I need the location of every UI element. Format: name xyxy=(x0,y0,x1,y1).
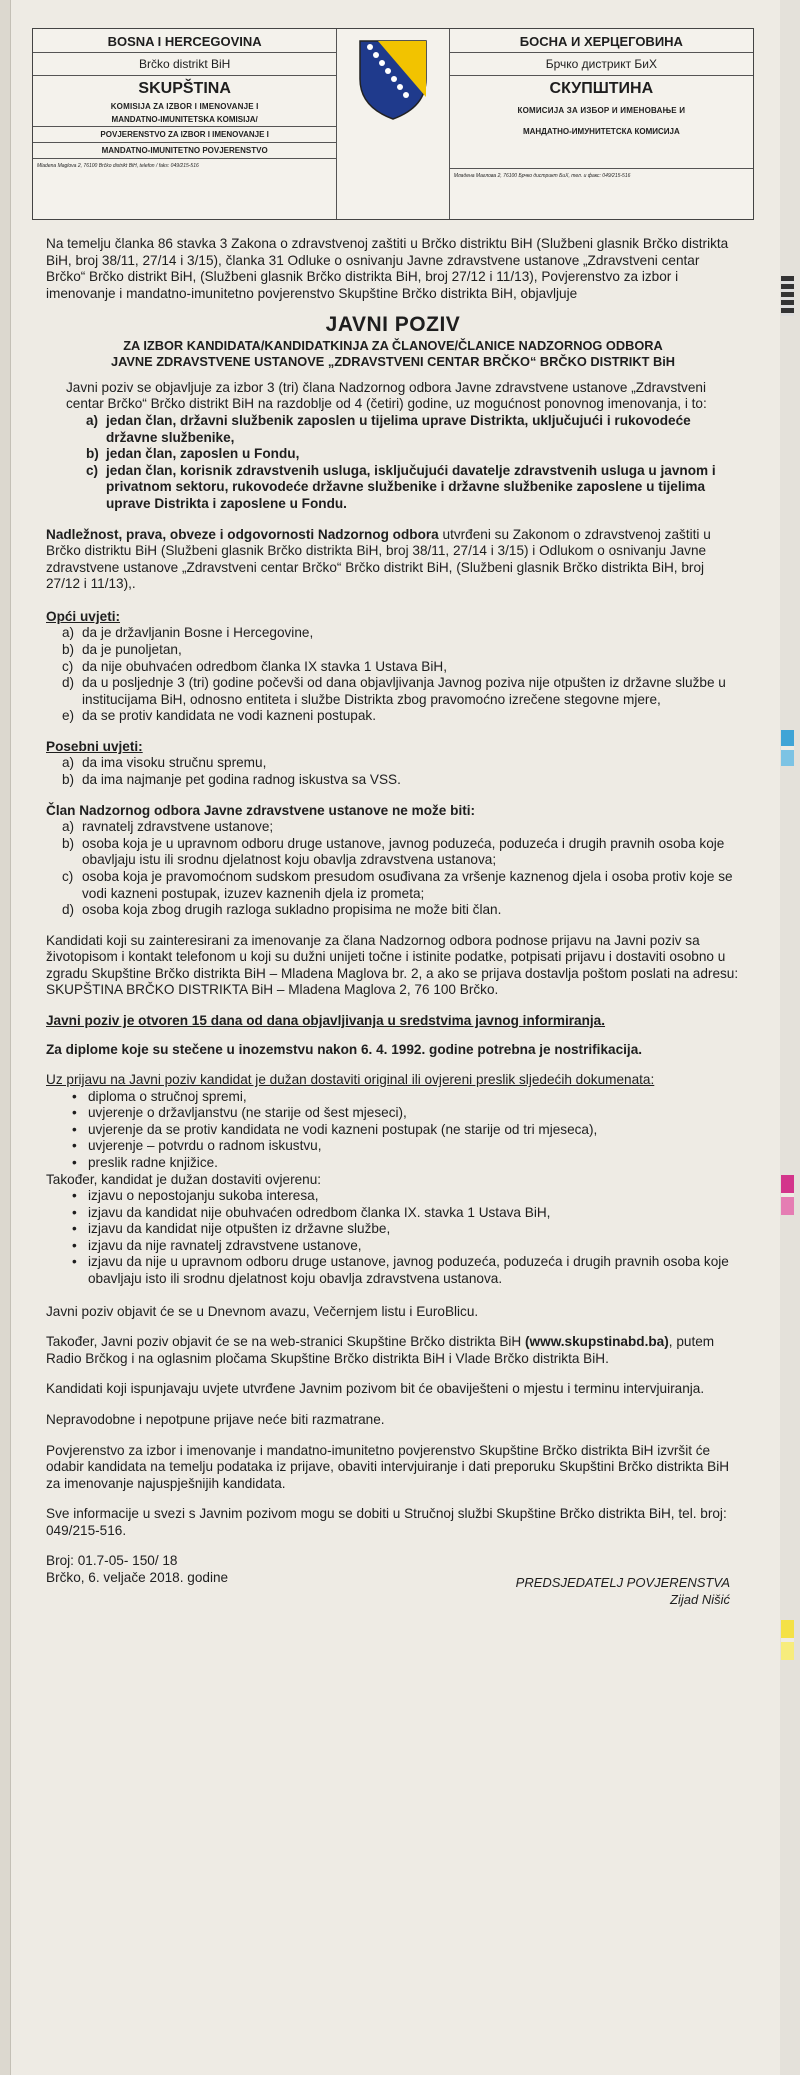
signatory-name: Zijad Nišić xyxy=(670,1592,730,1608)
general-conditions-list xyxy=(46,625,740,724)
list-item: a) da ima visoku stručnu spremu, xyxy=(62,755,267,771)
application-paragraph: Kandidati koji su zainteresirani za imenovanje za člana Nadzornog odbora podnose prijavu na Javni poziv sa životopisom i kontakt telefonom u koji su dužni unijeti točne i istinite podatke, potpisati prijavu i dostaviti osobno u zgradu Skupštine Brčko distrikta BiH – Mladena Maglova br. 2, a ako se prijava dostavlja poštom poslati na adresu: SKUPŠTINA BRČKO DISTRIKTA BiH – Mladena Maglova 2, 76 100 Brčko. xyxy=(46,932,739,998)
list-item: b) da je punoljetan, xyxy=(62,641,182,657)
registration-mark-black xyxy=(781,276,794,316)
commission-cyrillic-line-1: КОМИСИЈА ЗА ИЗБОР И ИМЕНОВАЊЕ И xyxy=(517,106,686,115)
cannot-be-list xyxy=(46,819,740,918)
commission-line-1: KOMISIJA ZA IZBOR I IMENOVANJE I xyxy=(110,102,259,111)
public-notice xyxy=(32,28,754,1609)
registration-mark-magenta xyxy=(781,1175,794,1215)
cannot-be-title: Član Nadzornog odbora Javne zdravstvene ustanove ne može biti: xyxy=(46,802,476,818)
coat-of-arms-icon xyxy=(356,37,430,123)
list-item: d) osoba koja zbog drugih razloga sukladno propisima ne može biti član. xyxy=(62,902,502,918)
address-latin: Mladena Maglova 2, 76100 Brčko distrikt BiH, telefon / faks: 049/215-516 xyxy=(37,163,199,169)
letterhead-cyrillic xyxy=(450,29,753,219)
assembly-cyrillic: СКУПШТИНА xyxy=(549,80,654,97)
call-paragraph: Javni poziv se objavljuje za izbor 3 (tri) člana Nadzornog odbora Javne zdravstvene ustanove „Zdravstveni centar Brčko“ Brčko distrikt BiH na razdoblje od 4 (četiri) godine, uz mogućnost ponovnog imenovanja, i to: xyxy=(66,379,707,412)
competence-paragraph: Nadležnost, prava, obveze i odgovornosti Nadzornog odbora utvrđeni su Zakonom o zdravstvenoj zaštiti u Brčko distriktu BiH (Službeni glasnik Brčko distrikta BiH, broj 38/11, 27/14 i 3/15) i Odlukom o osnivanju Javne zdravstvene ustanove „Zdravstveni centar Brčko“ Brčko distrikt BiH, (Službeni glasnik Brčko distrikta BiH, broj 27/12 i 11/13),. xyxy=(46,526,711,592)
open-period-paragraph: Javni poziv je otvoren 15 dana od dana objavljivanja u sredstvima javnog informiranja. xyxy=(46,1012,606,1028)
list-item: a) da je državljanin Bosne i Hercegovine, xyxy=(62,625,314,641)
list-item: • izjavu da nije u upravnom odboru druge ustanove, javnog poduzeća, poduzeća i drugih pravnih osoba koje obavljaju isto ili srodnu djelatnost koju obavlja zdravstvena ustanova. xyxy=(72,1254,740,1287)
list-item: • uvjerenje da se protiv kandidata ne vodi kazneni postupak (ne starije od tri mjeseca), xyxy=(72,1122,740,1139)
subtitle-line-2: JAVNE ZDRAVSTVENE USTANOVE „ZDRAVSTVENI CENTAR BRČKO“ BRČKO DISTRIKT BiH xyxy=(110,353,676,369)
list-item: • izjavu da kandidat nije obuhvaćen odredbom članka IX. stavka 1 Ustava BiH, xyxy=(72,1205,740,1222)
list-item: • izjavu da nije ravnatelj zdravstvene ustanove, xyxy=(72,1238,740,1255)
list-item: a) ravnatelj zdravstvene ustanove; xyxy=(62,819,274,835)
assembly-latin: SKUPŠTINA xyxy=(138,80,231,97)
nostrification-paragraph: Za diplome koje su stečene u inozemstvu nakon 6. 4. 1992. godine potrebna je nostrifikacija. xyxy=(46,1041,643,1057)
letterhead xyxy=(32,28,754,220)
list-item: b) jedan član, zaposlen u Fondu, xyxy=(86,446,300,462)
information-paragraph: Sve informacije u svezi s Javnim pozivom mogu se dobiti u Stručnoj službi Skupštine Brčko distrikta BiH, tel. broj: 049/215-516. xyxy=(46,1506,727,1538)
statements-intro: Također, kandidat je dužan dostaviti ovjerenu: xyxy=(46,1171,322,1187)
commission-line-3: POVJERENSTVO ZA IZBOR I IMENOVANJE I xyxy=(33,127,336,143)
list-item: • uvjerenje – potvrdu o radnom iskustvu, xyxy=(72,1138,740,1155)
country-latin: BOSNA I HERCEGOVINA xyxy=(33,29,336,53)
registration-mark-yellow xyxy=(781,1620,794,1660)
documents-intro: Uz prijavu na Javni poziv kandidat je dužan dostaviti original ili ovjereni preslik sljedećih dokumenata: xyxy=(46,1072,655,1088)
list-item: • preslik radne knjižice. xyxy=(72,1155,740,1172)
notice-body xyxy=(32,220,754,1609)
members-list xyxy=(46,413,740,512)
country-cyrillic: БОСНА И ХЕРЦЕГОВИНА xyxy=(450,29,753,53)
list-item: a) jedan član, državni službenik zaposlen u tijelima uprave Distrikta, uključujući i rukovodeće državne službenike, xyxy=(86,413,691,445)
list-item: • diploma o stručnoj spremi, xyxy=(72,1089,740,1106)
document-number: Broj: 01.7-05- 150/ 18 xyxy=(46,1553,178,1569)
subtitle-line-1: ZA IZBOR KANDIDATA/KANDIDATKINJA ZA ČLANOVE/ČLANICE NADZORNOG ODBORA xyxy=(123,337,663,353)
list-item: b) da ima najmanje pet godina radnog iskustva sa VSS. xyxy=(62,772,401,788)
district-latin: Brčko distrikt BiH xyxy=(33,53,336,76)
notice-title: JAVNI POZIV xyxy=(325,313,461,337)
commission-line-4: MANDATNO-IMUNITETNO POVJERENSTVO xyxy=(33,143,336,159)
publication-paragraph: Javni poziv objavit će se u Dnevnom avazu, Večernjem listu i EuroBlicu. xyxy=(46,1303,479,1319)
website-link[interactable]: (www.skupstinabd.ba) xyxy=(525,1334,669,1350)
special-conditions-list xyxy=(46,755,740,788)
list-item: • uvjerenje o državljanstvu (ne starije od šest mjeseci), xyxy=(72,1105,740,1122)
special-conditions-title: Posebni uvjeti: xyxy=(46,738,143,754)
coat-of-arms xyxy=(336,29,449,219)
district-cyrillic: Брчко дистрикт БиХ xyxy=(450,53,753,76)
list-item: c) osoba koja je pravomoćnom sudskom presudom osuđivana za vršenje kaznenog djela i osoba protiv koje se vodi kazneni postupak, izuzev kaznenih djela iz prometa; xyxy=(62,868,733,901)
list-item: e) da se protiv kandidata ne vodi kazneni postupak. xyxy=(62,708,376,724)
letterhead-latin xyxy=(33,29,336,219)
commission-line-2: MANDATNO-IMUNITETSKA KOMISIJA/ xyxy=(33,113,336,127)
list-item: d) da u posljednje 3 (tri) godine počevši od dana objavljivanja Javnog poziva nije otpušten iz državne službe u institucijama BiH, odnosno entiteta i službe Distrikta zbog pravomoćno izrečene stegovne mjere, xyxy=(62,675,726,707)
list-item: c) jedan član, korisnik zdravstvenih usluga, isključujući davatelje zdravstvenih usluga u javnom i privatnom sektoru, rukovodeće državne službenike i državne službenike zaposlene u tijelima uprave Distrikta i zaposlene u Fondu. xyxy=(86,462,716,511)
registration-mark-cyan xyxy=(781,730,794,766)
incomplete-paragraph: Nepravodobne i nepotpune prijave neće biti razmatrane. xyxy=(46,1411,385,1427)
address-cyrillic: Младена Маглова 2, 76100 Брчко дистрикт БиХ, тел. и факс: 049/215-516 xyxy=(453,173,631,179)
place-and-date: Brčko, 6. veljače 2018. godine xyxy=(46,1570,229,1586)
list-item: • izjavu o nepostojanju sukoba interesa, xyxy=(72,1188,740,1205)
notification-paragraph: Kandidati koji ispunjavaju uvjete utvrđene Javnim pozivom bit će obaviješteni o mjestu i terminu intervjuiranja. xyxy=(46,1381,705,1397)
general-conditions-title: Opći uvjeti: xyxy=(46,608,121,624)
page-edge-left xyxy=(0,0,11,2075)
documents-list xyxy=(46,1089,740,1172)
web-publication-paragraph: Također, Javni poziv objavit će se na web-stranici Skupštine Brčko distrikta BiH (www.skupstinabd.ba), putem Radio Brčkog i na oglasnim pločama Skupštine Brčko distrikta BiH i Vlade Brčko distrikta BiH. xyxy=(46,1334,715,1366)
intro-paragraph: Na temelju članka 86 stavka 3 Zakona o zdravstvenoj zaštiti u Brčko distriktu BiH (Službeni glasnik Brčko distrikta BiH, broj 38/11, 27/14 i 3/15), članka 31 Odluke o osnivanju Javne zdravstvene ustanove „Zdravstveni centar Brčko“ Brčko distrikt BiH, (Službeni glasnik Brčko distrikta BiH, broj 27/12 i 11/13), Povjerenstvo za izbor i imenovanje i mandatno-imunitetno povjerenstvo Skupštine Brčko distrikta BiH, objavljuje xyxy=(46,236,729,301)
signatory-title: PREDSJEDATELJ POVJERENSTVA xyxy=(515,1575,730,1591)
selection-paragraph: Povjerenstvo za izbor i imenovanje i mandatno-imunitetno povjerenstvo Skupštine Brčko distrikta BiH izvršit će odabir kandidata na temelju podataka iz prijave, obaviti intervjuiranje i dati preporuku Skupštini Brčko distrikta BiH za imenovanje najuspješnijih kandidata. xyxy=(46,1442,730,1491)
list-item: • izjavu da kandidat nije otpušten iz državne službe, xyxy=(72,1221,740,1238)
statements-list xyxy=(46,1188,740,1287)
notice-subtitle xyxy=(46,338,740,370)
list-item: b) osoba koja je u upravnom odboru druge ustanove, javnog poduzeća, poduzeća i drugih pravnih osoba koje obavljaju istu ili srodnu djelatnost koju obavlja zdravstvena ustanova; xyxy=(62,835,725,868)
commission-cyrillic-line-2: МАНДАТНО-ИМУНИТЕТСКА КОМИСИЈА xyxy=(450,117,753,169)
list-item: c) da nije obuhvaćen odredbom članka IX stavka 1 Ustava BiH, xyxy=(62,658,447,674)
